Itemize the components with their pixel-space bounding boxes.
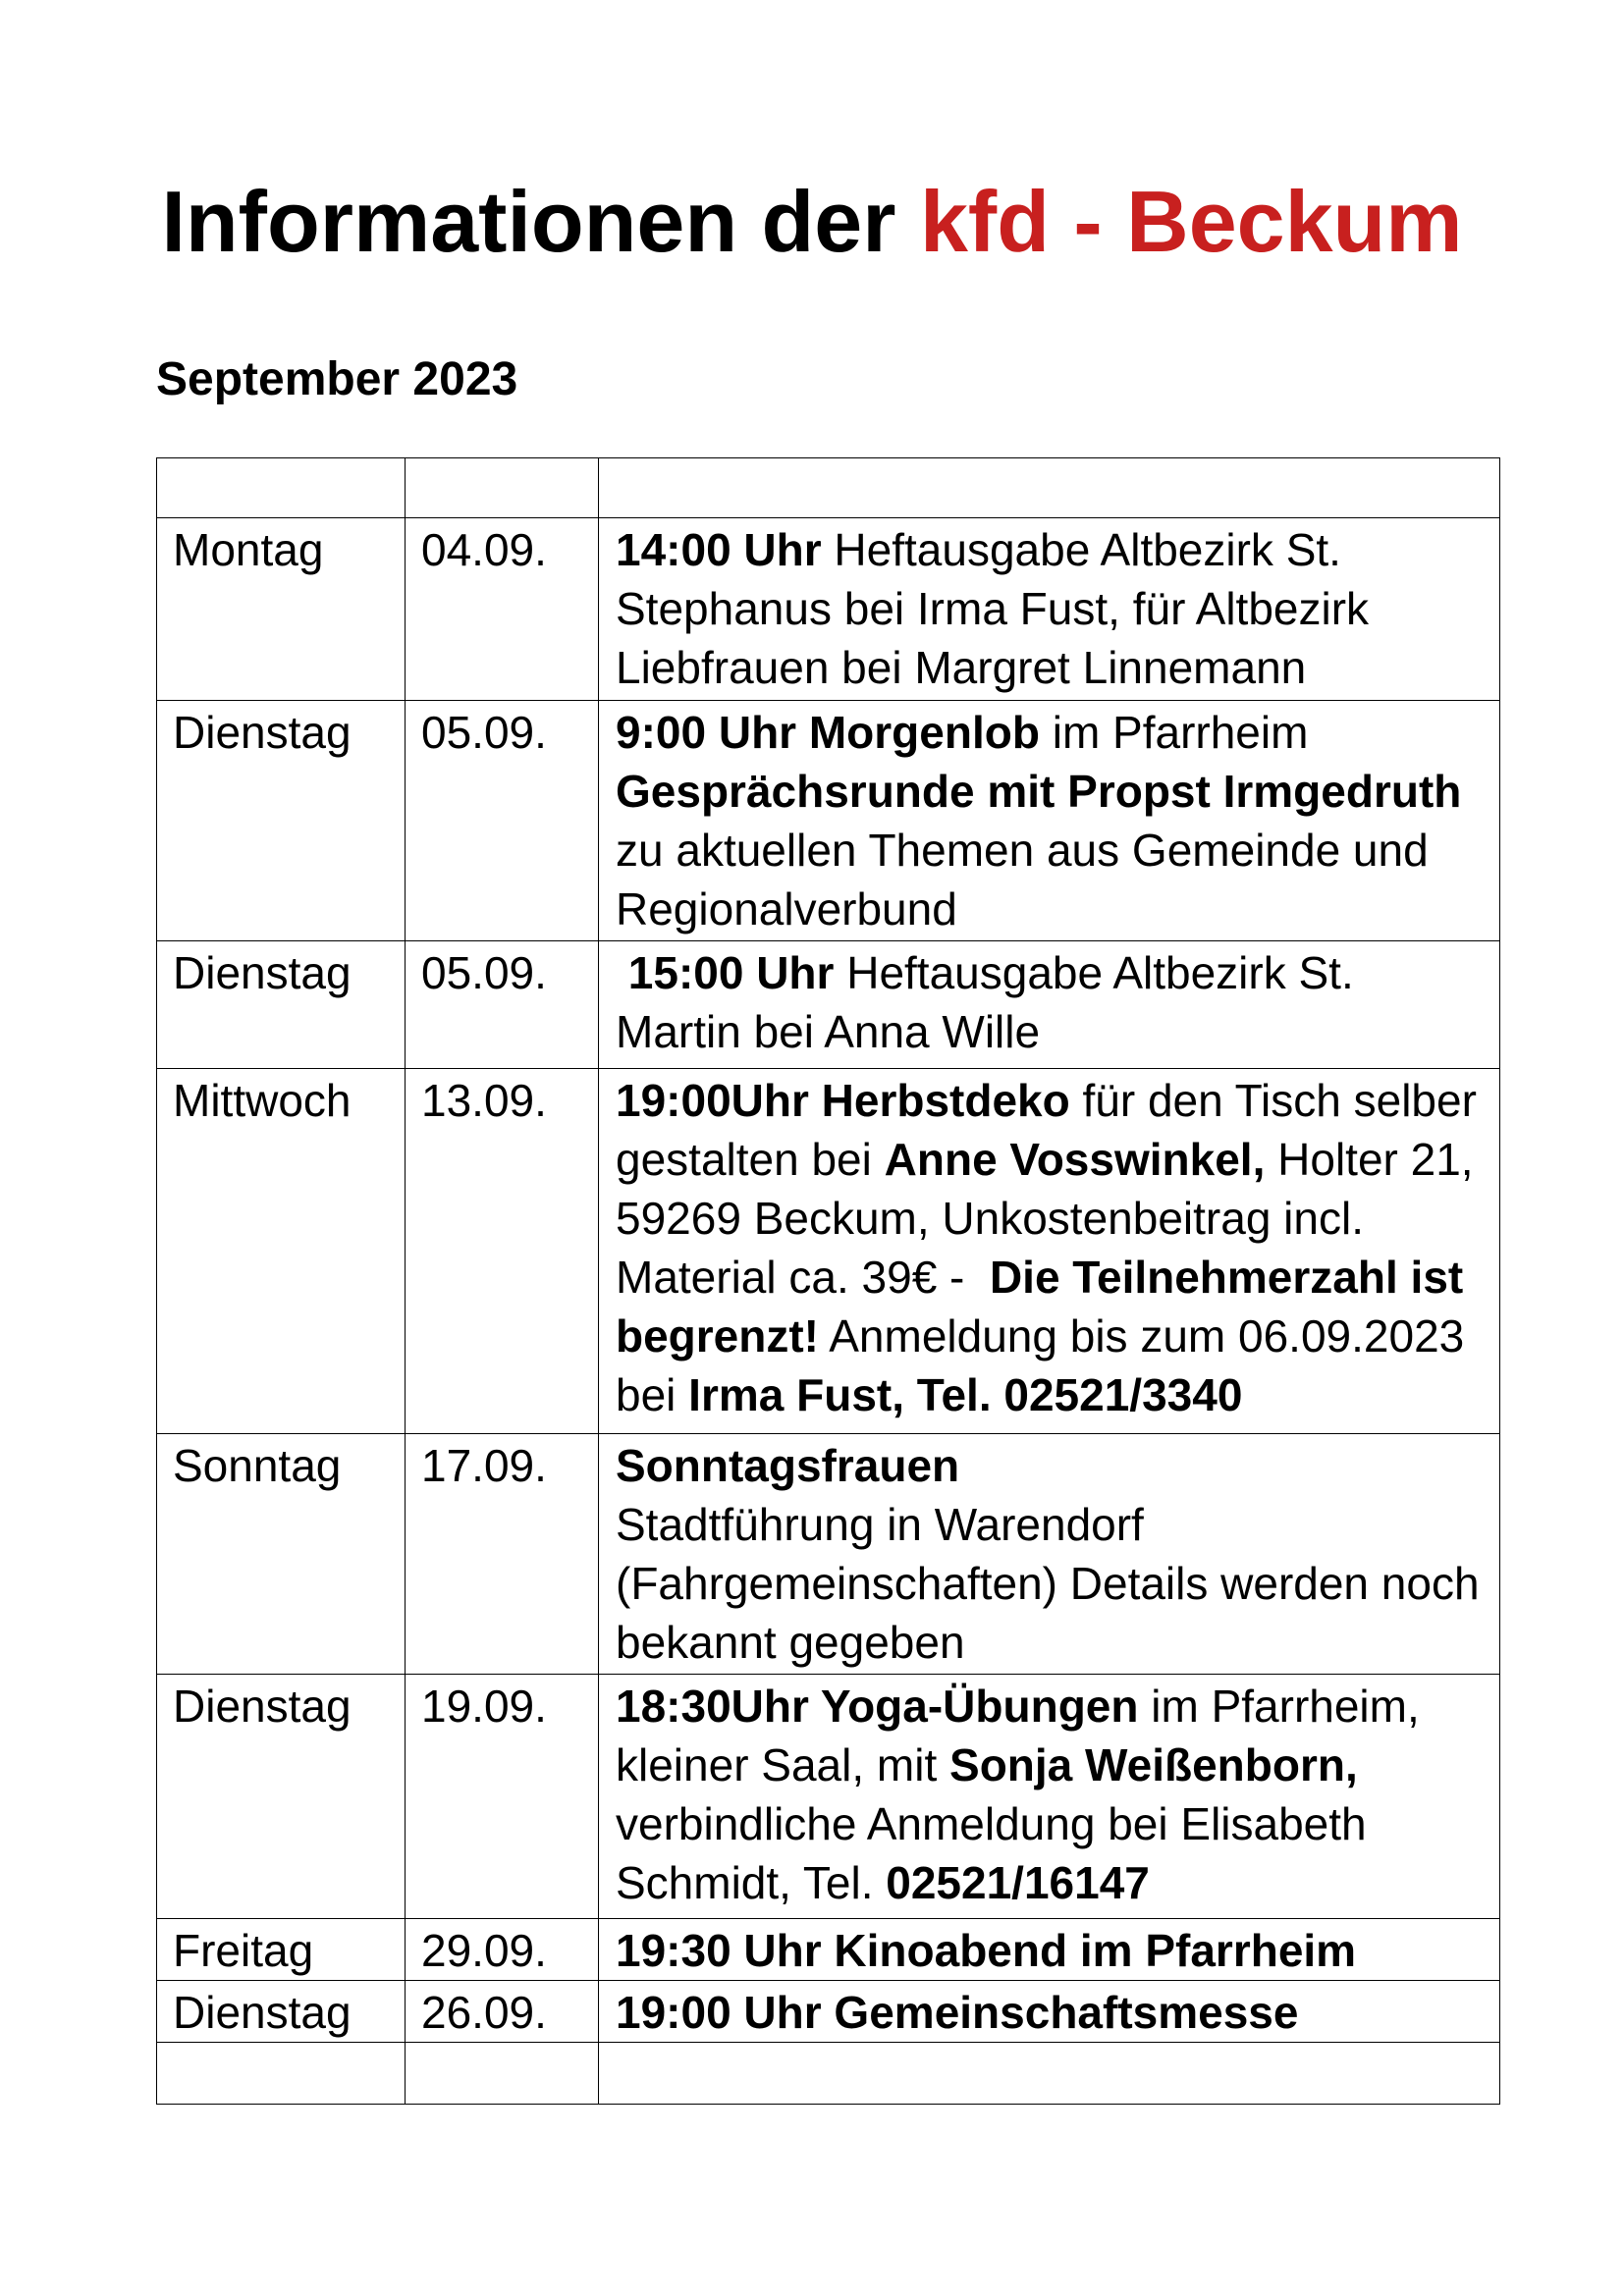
description-cell [599, 458, 1500, 518]
description-text: Heftausgabe Altbezirk St. [821, 524, 1341, 575]
description-text-bold: 9:00 Uhr Morgenlob [616, 707, 1040, 758]
description-line [616, 1189, 1493, 1248]
description-text-bold: Sonntagsfrauen [616, 1440, 960, 1491]
description-text-bold: Anne Vosswinkel, [884, 1134, 1266, 1185]
description-text-bold: Sonja Weißenborn, [949, 1739, 1358, 1790]
description-line [616, 1071, 1493, 1130]
description-line [616, 703, 1493, 762]
description-line [616, 1983, 1493, 2042]
description-line [616, 1365, 1493, 1424]
event-row [157, 518, 1500, 701]
description-text-bold: 19:00 Uhr Gemeinschaftsmesse [616, 1987, 1299, 2038]
day-cell [157, 458, 406, 518]
date-cell: 19.09. [406, 1675, 599, 1919]
description-text: Martin bei Anna Wille [616, 1006, 1041, 1057]
day-cell: Dienstag [157, 1981, 406, 2043]
description-text-bold: 19:30 Uhr Kinoabend im Pfarrheim [616, 1925, 1357, 1976]
description-text-bold: Die Teilnehmerzahl ist [989, 1252, 1464, 1303]
date-cell: 13.09. [406, 1069, 599, 1434]
description-text: Anmeldung bis zum 06.09.2023 [819, 1310, 1465, 1362]
month-heading: September 2023 [156, 353, 518, 405]
description-text: Material ca. 39€ - [616, 1252, 990, 1303]
description-text: 59269 Beckum, Unkostenbeitrag incl. [616, 1193, 1364, 1244]
description-cell [599, 1675, 1500, 1919]
description-line [616, 1794, 1493, 1853]
description-text: Regionalverbund [616, 883, 957, 934]
description-text-bold: begrenzt! [616, 1310, 819, 1362]
description-cell [599, 1069, 1500, 1434]
description-text: bekannt gegeben [616, 1617, 965, 1668]
description-text: kleiner Saal, mit [616, 1739, 950, 1790]
description-line [616, 579, 1493, 638]
description-line [616, 1002, 1493, 1061]
description-line [616, 1495, 1493, 1554]
description-line [616, 1735, 1493, 1794]
description-line [616, 1248, 1493, 1307]
description-text: Liebfrauen bei Margret Linnemann [616, 642, 1307, 693]
title-prefix: Informationen der [161, 173, 920, 270]
description-text-bold: 19:00Uhr Herbstdeko [616, 1075, 1070, 1126]
event-row [157, 1981, 1500, 2043]
date-cell: 17.09. [406, 1434, 599, 1675]
day-cell: Montag [157, 518, 406, 701]
description-text: Holter 21, [1265, 1134, 1474, 1185]
description-text-bold: Irma Fust, Tel. 02521/3340 [688, 1369, 1243, 1420]
day-cell: Sonntag [157, 1434, 406, 1675]
description-text: Stadtführung in Warendorf [616, 1499, 1144, 1550]
description-text: zu aktuellen Themen aus Gemeinde und [616, 825, 1429, 876]
description-cell [599, 518, 1500, 701]
description-text-bold: 18:30Uhr Yoga-Übungen [616, 1681, 1139, 1732]
description-text: Schmidt, Tel. [616, 1857, 887, 1908]
date-cell [406, 2043, 599, 2105]
date-cell [406, 458, 599, 518]
date-cell: 05.09. [406, 941, 599, 1069]
day-cell: Freitag [157, 1919, 406, 1981]
description-line [616, 520, 1493, 579]
description-cell [599, 1919, 1500, 1981]
description-line [616, 762, 1493, 821]
description-cell [599, 2043, 1500, 2105]
description-line [616, 1130, 1493, 1189]
day-cell: Mittwoch [157, 1069, 406, 1434]
description-line [616, 880, 1493, 938]
description-text: gestalten bei [616, 1134, 885, 1185]
event-row [157, 941, 1500, 1069]
day-cell [157, 2043, 406, 2105]
event-row [157, 1919, 1500, 1981]
description-text: verbindliche Anmeldung bei Elisabeth [616, 1798, 1367, 1849]
description-line [616, 1677, 1493, 1735]
description-line [616, 821, 1493, 880]
description-line [616, 1921, 1493, 1980]
description-text-bold: 02521/16147 [886, 1857, 1150, 1908]
description-text-bold: 15:00 Uhr [616, 947, 835, 998]
description-line [616, 1307, 1493, 1365]
description-cell [599, 941, 1500, 1069]
description-line [616, 1436, 1493, 1495]
description-text: Stephanus bei Irma Fust, für Altbezirk [616, 583, 1370, 634]
date-cell: 29.09. [406, 1919, 599, 1981]
empty-row [157, 2043, 1500, 2105]
description-line [616, 1554, 1493, 1613]
description-text: im Pfarrheim, [1138, 1681, 1420, 1732]
description-text-bold: Gesprächsrunde mit Propst Irmgedruth [616, 766, 1462, 817]
description-line [616, 943, 1493, 1002]
day-cell: Dienstag [157, 941, 406, 1069]
description-text: bei [616, 1369, 689, 1420]
description-text: im Pfarrheim [1039, 707, 1309, 758]
date-cell: 26.09. [406, 1981, 599, 2043]
description-text-bold: 14:00 Uhr [616, 524, 822, 575]
schedule-table-body [157, 458, 1500, 2105]
date-cell: 05.09. [406, 701, 599, 941]
description-cell [599, 1434, 1500, 1675]
description-text: (Fahrgemeinschaften) Details werden noch [616, 1558, 1480, 1609]
day-cell: Dienstag [157, 1675, 406, 1919]
description-line [616, 1613, 1493, 1672]
title-highlight: kfd - Beckum [919, 173, 1463, 270]
description-line [616, 1853, 1493, 1912]
description-line [616, 638, 1493, 697]
description-text: für den Tisch selber [1069, 1075, 1477, 1126]
event-row [157, 1434, 1500, 1675]
description-cell [599, 1981, 1500, 2043]
page-title [0, 173, 1624, 271]
description-text: Heftausgabe Altbezirk St. [834, 947, 1354, 998]
date-cell: 04.09. [406, 518, 599, 701]
event-row [157, 1069, 1500, 1434]
event-row [157, 701, 1500, 941]
schedule-table [156, 457, 1500, 2105]
empty-row [157, 458, 1500, 518]
event-row [157, 1675, 1500, 1919]
description-cell [599, 701, 1500, 941]
day-cell: Dienstag [157, 701, 406, 941]
